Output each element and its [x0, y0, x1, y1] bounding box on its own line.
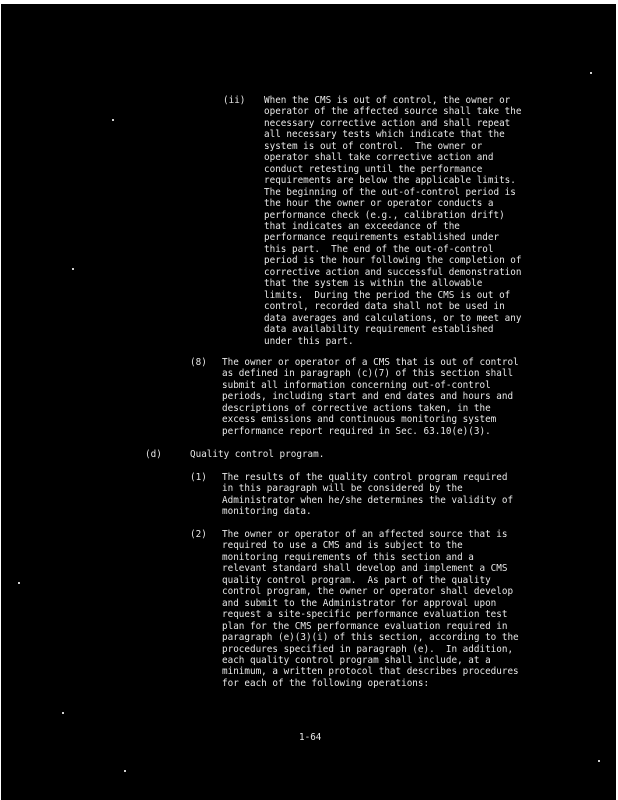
scan-speck — [62, 712, 64, 714]
item-label-ii: (ii) — [223, 95, 246, 106]
scan-speck — [598, 760, 600, 762]
scan-speck — [124, 770, 126, 772]
scan-speck — [18, 582, 20, 584]
section-label-d: (d) — [145, 449, 162, 460]
section-heading-d: Quality control program. — [190, 449, 325, 460]
item-label-8: (8) — [190, 357, 207, 368]
scan-speck — [72, 268, 74, 270]
item-text-1: The results of the quality control program required in this paragraph will be considered by the Administrator when he/she determines the validity of monitoring data. — [222, 472, 514, 518]
scan-speck — [590, 72, 592, 74]
scan-border-top — [0, 0, 618, 4]
item-text-ii: When the CMS is out of control, the owner or operator of the affected source shall take the necessary corrective action and shall repeat all necessary tests which indicate that the system is out of control. The owner or operator shall take corrective action and conduct retesting until the performance requirements are below the applicable limits. The beginning of the out-of-control period is the hour the owner or operator conducts a performance check (e.g., calibration drift) that indicates an exceedance of the performance requirements established under this part. The end of the out-of-control period is the hour following the completion of corrective action and successful demonstration that the system is within the allowable limits. During the period the CMS is out of control, recorded data shall not be used in data averages and calculations, or to meet any data availability requirement established under this part. — [264, 95, 522, 347]
item-label-2: (2) — [190, 529, 207, 540]
scan-speck — [112, 119, 114, 121]
item-text-2: The owner or operator of an affected source that is required to use a CMS and is subject to the monitoring requirements of this section and a relevant standard shall develop and implement a CMS quality control program. As part of the quality control program, the owner or operator shall develop and submit to the Administrator for approval upon request a site-specific performance evaluation test plan for the CMS performance evaluation required in paragraph (e)(3)(i) of this section, according to the procedures specified in paragraph (e). In addition, each quality control program shall include, at a minimum, a written protocol that describes procedures for each of the following operations: — [222, 529, 519, 689]
item-label-1: (1) — [190, 472, 207, 483]
page-number: 1-64 — [299, 732, 322, 743]
item-text-8: The owner or operator of a CMS that is out of control as defined in paragraph (c)(7) of this section shall submit all information concerning out-of-control periods, including start and end dates and hours and descriptions of corrective actions taken, in the excess emissions and continuous monitoring system performance report required in Sec. 63.10(e)(3). — [222, 357, 519, 437]
scan-border-left — [0, 0, 1, 800]
